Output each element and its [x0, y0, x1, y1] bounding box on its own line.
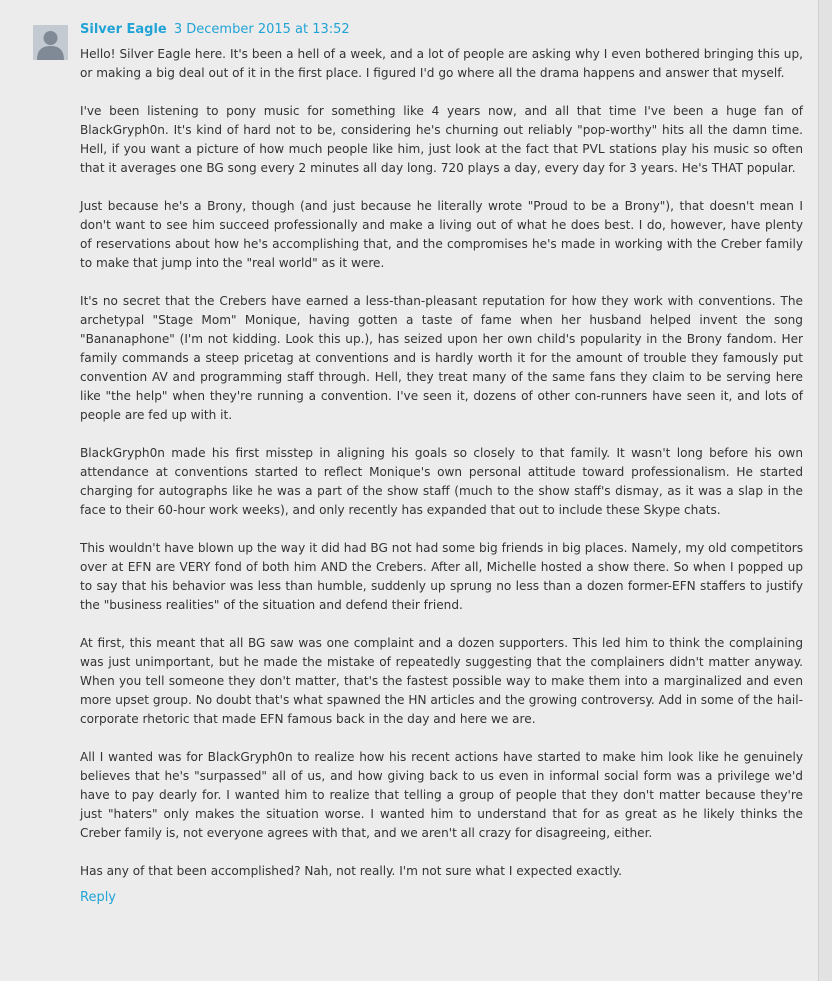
comment: [80, 20, 803, 907]
comment-paragraph: All I wanted was for BlackGryph0n to realize how his recent actions have started to make him look like he genuinely believes that he's "surpassed" all of us, and how giving back to us even in informal social form was a privilege we'd have to pay dearly for. I wanted him to realize that telling a group of people that they don't matter because they're just "haters" only makes the situation worse. I wanted him to understand that for as great as he likely thinks the Creber family is, not everyone agrees with that, and we aren't all crazy for disagreeing, either.: [80, 750, 803, 840]
comment-header: [80, 20, 803, 40]
comment-body: [80, 45, 803, 881]
comment-paragraph: This wouldn't have blown up the way it did had BG not had some big friends in big places. Namely, my old competitors over at EFN are VERY fond of both him AND the Crebers. After all, Michelle hosted a show there. So when I popped up to say that his behavior was less than humble, suddenly up sprung no less than a dozen former-EFN staffers to justify the "business realities" of the situation and defend their friend.: [80, 541, 803, 612]
comment-paragraph: Has any of that been accomplished? Nah, not really. I'm not sure what I expected exactly.: [80, 864, 622, 878]
vertical-scrollbar[interactable]: [818, 0, 832, 981]
comment-paragraph: Hello! Silver Eagle here. It's been a hell of a week, and a lot of people are asking why I even bothered bringing this up, or making a big deal out of it in the first place. I figured I'd go where all the drama happens and answer that myself.: [80, 47, 803, 80]
default-user-icon: [33, 25, 68, 60]
comment-paragraph: BlackGryph0n made his first misstep in aligning his goals so closely to that family. It wasn't long before his own attendance at conventions started to reflect Monique's own personal attitude toward professionalism. He started charging for autographs like he was a part of the show staff (much to the show staff's dismay, as it was a slap in the face to their 60-hour work weeks), and only recently has expanded that out to include these Skype chats.: [80, 446, 803, 517]
comment-paragraph: I've been listening to pony music for something like 4 years now, and all that time I've been a huge fan of BlackGryph0n. It's kind of hard not to be, considering he's churning out reliably "pop-worthy" hits all the damn time. Hell, if you want a picture of how much people like him, just look at the fact that PVL stations play his music so often that it averages one BG song every 2 minutes all day long. 720 plays a day, every day for 3 years. He's THAT popular.: [80, 104, 803, 175]
comment-paragraph: It's no secret that the Crebers have earned a less-than-pleasant reputation for how they work with conventions. The archetypal "Stage Mom" Monique, having gotten a taste of fame when her husband helped invent the song "Bananaphone" (I'm not kidding. Look this up.), has seized upon her own child's popularity in the Brony fandom. Her family commands a steep pricetag at conventions and is hardly worth it for the amount of trouble they famously put convention AV and programming staff through. Hell, they treat many of the same fans they claim to be serving here like "the help" when they're running a convention. I've seen it, dozens of other con-runners have seen it, and lots of people are fed up with it.: [80, 294, 803, 422]
avatar[interactable]: [33, 25, 68, 60]
comment-author-link[interactable]: Silver Eagle: [80, 22, 167, 37]
reply-link[interactable]: Reply: [80, 890, 117, 905]
comment-timestamp-link[interactable]: 3 December 2015 at 13:52: [173, 22, 350, 37]
comment-paragraph: At first, this meant that all BG saw was one complaint and a dozen supporters. This led him to think the complaining was just unimportant, but he made the mistake of repeatedly suggesting that the complainers didn't matter anyway. When you tell someone they don't matter, that's the fastest possible way to make them into a marginalized and even more upset group. No doubt that's what spawned the HN articles and the growing controversy. Add in some of the hail-corporate rhetoric that made EFN famous back in the day and here we are.: [80, 636, 803, 726]
comment-paragraph: Just because he's a Brony, though (and just because he literally wrote "Proud to be a Brony"), that doesn't mean I don't want to see him succeed professionally and make a living out of what he does best. I do, however, have plenty of reservations about how he's accomplishing that, and the compromises he's made in working with the Creber family to make that jump into the "real world" as it were.: [80, 199, 803, 270]
